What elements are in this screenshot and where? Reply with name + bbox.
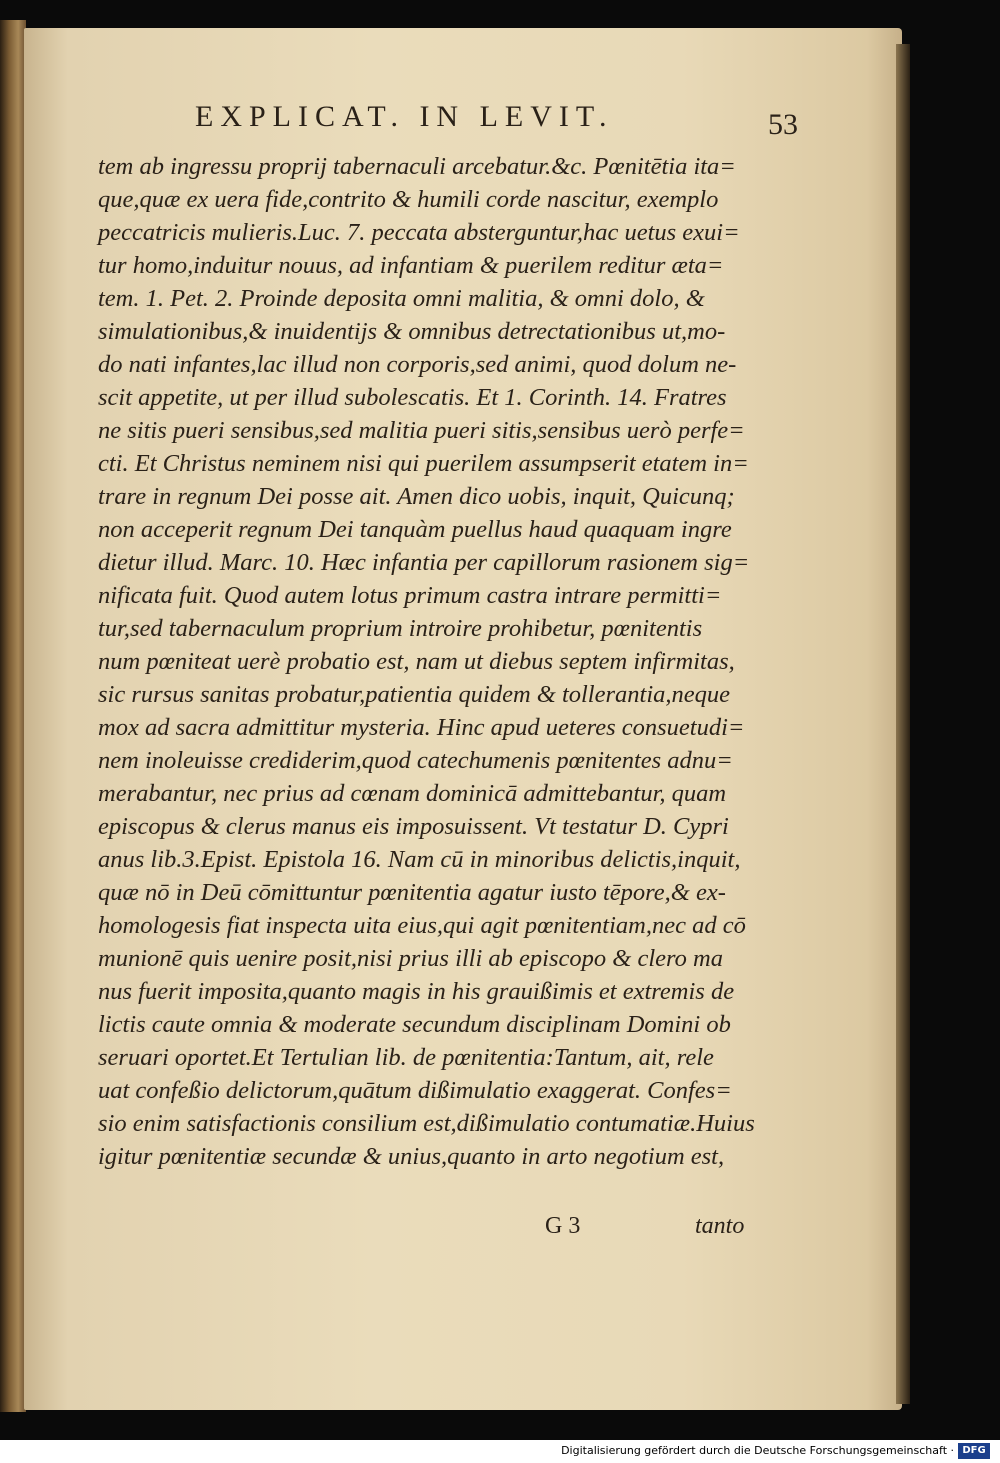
text-line: sio enim satisfactionis consilium est,dißimulatio contumatiæ.Huius — [98, 1110, 755, 1137]
text-line: nificata fuit. Quod autem lotus primum castra intrare permitti= — [98, 582, 722, 609]
page-shadow — [896, 44, 910, 1404]
text-line: anus lib.3.Epist. Epistola 16. Nam cū in minoribus delictis,inquit, — [98, 846, 741, 873]
text-line: homologesis fiat inspecta uita eius,qui agit pœnitentiam,nec ad cō — [98, 912, 746, 939]
text-line: scit appetite, ut per illud subolescatis. Et 1. Corinth. 14. Fratres — [98, 384, 727, 411]
text-block — [98, 150, 773, 1173]
credit-bar — [0, 1440, 1000, 1463]
text-line: do nati infantes,lac illud non corporis,sed animi, quod dolum ne- — [98, 351, 737, 378]
text-line: sic rursus sanitas probatur,patientia quidem & tollerantia,neque — [98, 681, 731, 708]
text-line: munionē quis uenire posit,nisi prius illi ab episcopo & clero ma — [98, 945, 723, 972]
text-line: tem ab ingressu proprij tabernaculi arcebatur.&c. Pœnitētia ita= — [98, 153, 736, 180]
text-line: num pœniteat uerè probatio est, nam ut diebus septem infirmitas, — [98, 648, 735, 675]
page-number: 53 — [768, 108, 798, 141]
dfg-logo-icon: DFG — [958, 1443, 990, 1459]
book-edge — [0, 20, 26, 1412]
credit-text: Digitalisierung gefördert durch die Deutsche Forschungsgemeinschaft · — [561, 1444, 954, 1457]
text-line: trare in regnum Dei posse ait. Amen dico uobis, inquit, Quicunq; — [98, 483, 735, 510]
text-line: dietur illud. Marc. 10. Hæc infantia per capillorum rasionem sig= — [98, 549, 750, 576]
text-line: episcopus & clerus manus eis imposuissent. Vt testatur D. Cypri — [98, 813, 729, 840]
text-line: lictis caute omnia & moderate secundum disciplinam Domini ob — [98, 1011, 731, 1038]
running-head: EXPLICAT. IN LEVIT. — [195, 100, 614, 133]
text-line: uat confeßio delictorum,quātum dißimulatio exaggerat. Confes= — [98, 1077, 732, 1104]
text-line: nem inoleuisse crediderim,quod catechumenis pœnitentes adnu= — [98, 747, 733, 774]
text-line: merabantur, nec prius ad cœnam dominicā admittebantur, quam — [98, 780, 727, 807]
text-line: mox ad sacra admittitur mysteria. Hinc apud ueteres consuetudi= — [98, 714, 745, 741]
text-line: nus fuerit imposita,quanto magis in his grauißimis et extremis de — [98, 978, 735, 1005]
text-line: tem. 1. Pet. 2. Proinde deposita omni malitia, & omni dolo, & — [98, 285, 705, 312]
catchword: tanto — [695, 1213, 745, 1239]
text-line: simulationibus,& inuidentijs & omnibus detrectationibus ut,mo- — [98, 318, 726, 345]
text-line: quæ nō in Deū cōmittuntur pœnitentia agatur iusto tēpore,& ex- — [98, 879, 726, 906]
signature-mark: G 3 — [545, 1213, 581, 1239]
text-line: cti. Et Christus neminem nisi qui puerilem assumpserit etatem in= — [98, 450, 749, 477]
text-line: tur,sed tabernaculum proprium introire prohibetur, pœnitentis — [98, 615, 703, 642]
text-line: non acceperit regnum Dei tanquàm puellus haud quaquam ingre — [98, 516, 732, 543]
text-line: tur homo,induitur nouus, ad infantiam & puerilem reditur æta= — [98, 252, 724, 279]
text-line: peccatricis mulieris.Luc. 7. peccata absterguntur,hac uetus exui= — [98, 219, 740, 246]
text-line: seruari oportet.Et Tertulian lib. de pœnitentia:Tantum, ait, rele — [98, 1044, 714, 1071]
text-line: ne sitis pueri sensibus,sed malitia pueri sitis,sensibus uerò perfe= — [98, 417, 745, 444]
text-line: que,quæ ex uera fide,contrito & humili corde nascitur, exemplo — [98, 186, 719, 213]
text-line: igitur pœnitentiæ secundæ & unius,quanto in arto negotium est, — [98, 1143, 725, 1170]
